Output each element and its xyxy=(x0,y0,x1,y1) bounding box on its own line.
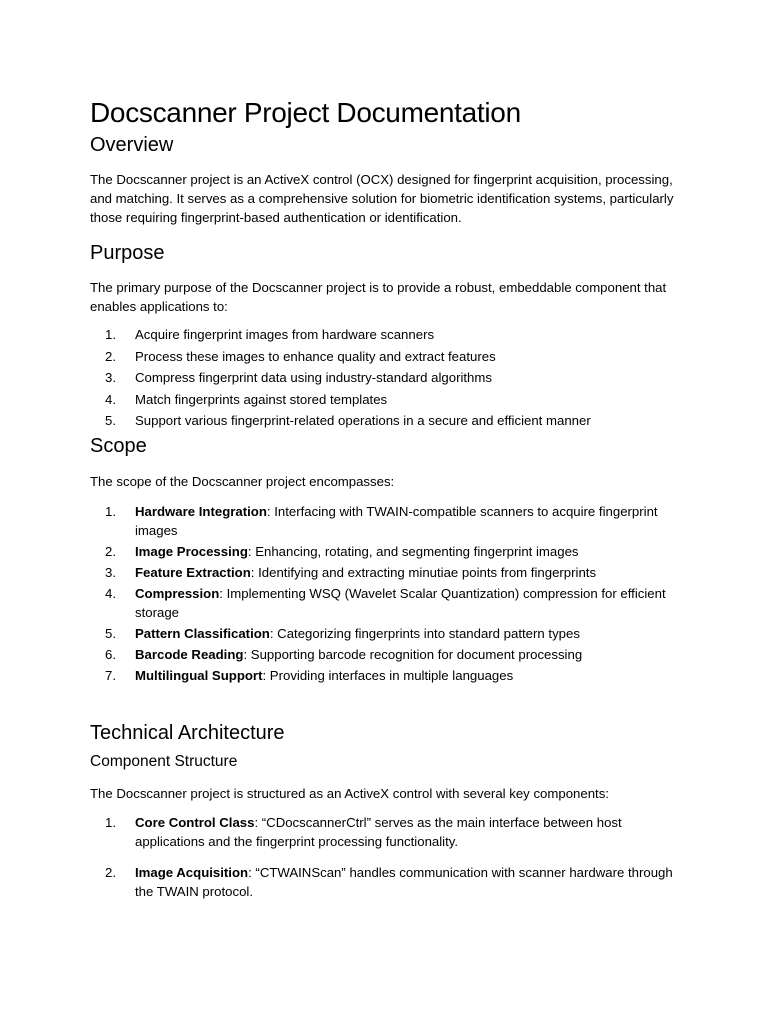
list-number: 3. xyxy=(105,370,116,385)
list-text: : Supporting barcode recognition for document processing xyxy=(243,646,583,662)
list-number: 1. xyxy=(105,814,116,830)
list-item xyxy=(90,563,680,582)
list-number: 7. xyxy=(105,667,116,683)
list-text: : Enhancing, rotating, and segmenting fingerprint images xyxy=(247,543,579,559)
list-text: Match fingerprints against stored templates xyxy=(135,391,388,407)
list-item xyxy=(90,502,680,540)
list-text: Support various fingerprint-related operations in a secure and efficient manner xyxy=(135,413,591,428)
list-text: : Categorizing fingerprints into standard pattern types xyxy=(269,625,580,641)
list-item xyxy=(90,624,680,643)
list-text: Compress fingerprint data using industry-standard algorithms xyxy=(135,370,492,385)
list-number: 2. xyxy=(105,348,116,364)
list-number: 1. xyxy=(105,503,116,519)
list-text: Process these images to enhance quality and extract features xyxy=(135,348,496,364)
list-item xyxy=(90,666,680,685)
scope-heading: Scope xyxy=(90,434,147,457)
purpose-list xyxy=(90,325,680,430)
scope-paragraph: The scope of the Docscanner project encompasses: xyxy=(90,473,395,489)
list-text: : “CTWAINScan” handles communication with scanner hardware through the TWAIN protocol. xyxy=(135,864,673,899)
list-number: 2. xyxy=(105,864,116,880)
list-number: 1. xyxy=(105,327,116,342)
list-number: 5. xyxy=(105,625,116,641)
component-structure-heading: Component Structure xyxy=(90,752,238,770)
architecture-list xyxy=(90,813,680,901)
list-item xyxy=(90,542,680,561)
list-number: 3. xyxy=(105,564,116,580)
list-text: : Providing interfaces in multiple languages xyxy=(262,667,514,683)
overview-heading: Overview xyxy=(90,134,174,156)
list-item xyxy=(90,390,680,409)
list-item xyxy=(90,368,680,387)
list-number: 5. xyxy=(105,413,116,428)
list-number: 4. xyxy=(105,391,116,407)
list-item xyxy=(90,813,680,851)
list-text: : “CDocscannerCtrl” serves as the main interface between host applications and the fingerprint processing functionality. xyxy=(135,814,622,849)
list-text: : Interfacing with TWAIN-compatible scanners to acquire fingerprint images xyxy=(135,503,658,538)
list-number: 2. xyxy=(105,543,116,559)
list-number: 6. xyxy=(105,646,116,662)
list-item xyxy=(90,584,680,622)
purpose-heading: Purpose xyxy=(90,242,165,264)
list-item xyxy=(90,411,680,430)
purpose-paragraph: The primary purpose of the Docscanner project is to provide a robust, embeddable component that enables applications to: xyxy=(90,280,667,314)
list-number: 4. xyxy=(105,585,116,601)
list-label: Image Processing xyxy=(135,543,248,559)
document-content xyxy=(90,94,680,913)
list-text: : Implementing WSQ (Wavelet Scalar Quantization) compression for efficient storage xyxy=(135,585,666,620)
list-item xyxy=(90,645,680,664)
list-text: : Identifying and extracting minutiae points from fingerprints xyxy=(250,564,597,580)
list-label: Core Control Class xyxy=(135,814,255,830)
list-label: Image Acquisition xyxy=(135,864,249,880)
list-label: Feature Extraction xyxy=(135,564,251,580)
list-label: Hardware Integration xyxy=(135,503,267,519)
list-label: Barcode Reading xyxy=(135,646,244,662)
list-label: Compression xyxy=(135,585,220,601)
list-item xyxy=(90,863,680,901)
document-title: Docscanner Project Documentation xyxy=(90,97,521,128)
overview-paragraph: The Docscanner project is an ActiveX control (OCX) designed for fingerprint acquisition, processing, and matching. It serves as a comprehensive solution for biometric identification systems, particularly those requiring fingerprint-based authentication or identification. xyxy=(90,172,674,225)
list-text: Acquire fingerprint images from hardware scanners xyxy=(135,327,435,342)
list-item xyxy=(90,347,680,366)
list-label: Multilingual Support xyxy=(135,667,263,683)
list-item xyxy=(90,325,680,344)
architecture-paragraph: The Docscanner project is structured as an ActiveX control with several key components: xyxy=(90,785,609,801)
architecture-heading: Technical Architecture xyxy=(90,721,285,744)
list-label: Pattern Classification xyxy=(135,625,270,641)
scope-list xyxy=(90,502,680,685)
